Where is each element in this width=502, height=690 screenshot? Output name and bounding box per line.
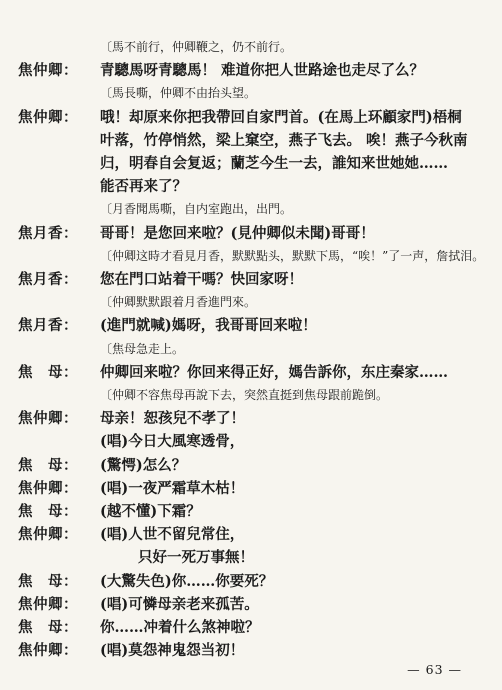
dialogue-line xyxy=(18,593,490,614)
dialogue-line: 焦 母： (越不懂)下霜？ xyxy=(18,500,490,521)
dialogue-text: 你……冲着什么煞神啦？ xyxy=(100,619,260,636)
page-number: — 63 — xyxy=(407,662,462,677)
dialogue-line: 焦仲卿： 青驄馬呀青驄馬！ 难道你把人世路途也走尽了么？ xyxy=(18,59,490,80)
dialogue-continuation: 叶落，竹停悄然，梁上窠空，燕子飞去。 唉！燕子今秋南 xyxy=(100,131,468,149)
speaker-name: 焦仲卿： xyxy=(18,642,78,660)
dialogue-line: 焦月香： (進門就喊)媽呀，我哥哥回来啦！ xyxy=(18,314,490,335)
dialogue-line: 焦 母： 仲卿回来啦？你回来得正好，媽告訴你，东庄秦家…… xyxy=(18,361,490,382)
speaker-name: 焦仲卿： xyxy=(18,108,78,126)
dialogue-line: 焦月香： 您在門口站着干嗎？快回家呀！ xyxy=(18,268,490,289)
dialogue-continuation: (唱)今日大風寒透骨， xyxy=(100,433,245,451)
dialogue-continuation: 能否再来了？ xyxy=(100,178,187,196)
speaker-name: 焦仲卿： xyxy=(18,62,78,80)
dialogue-continuation: 归，明春自会复返；蘭芝今生一去，誰知来世她她…… xyxy=(100,155,448,172)
stage-direction: 〔仲卿不容焦母再說下去，突然直挺到焦母跟前跪倒。 xyxy=(100,388,389,402)
speaker-name: 焦仲卿： xyxy=(18,410,78,428)
speaker-name: 焦月香： xyxy=(18,317,78,335)
speaker-name: 焦 母： xyxy=(18,572,78,590)
stage-direction: 〔仲卿这時才看見月香，默默點头，默默下馬，“唉！”了一声，詹拭泪。 xyxy=(100,248,485,263)
speaker-name: 焦月香： xyxy=(18,224,78,242)
stage-direction: 〔焦母急走上。 xyxy=(100,341,185,356)
dialogue-line: 焦月香： 哥哥！是您回来啦？(見仲卿似未聞)哥哥！ xyxy=(18,222,490,243)
dialogue-line: 焦 母： (驚愕)怎么？ xyxy=(18,454,490,475)
speaker-name: 焦 母： xyxy=(18,619,78,636)
dialogue-text: (唱)莫怨神鬼怨当初！ xyxy=(100,642,245,660)
speaker-name: 焦仲卿： xyxy=(18,595,78,613)
speaker-name: 焦仲卿： xyxy=(18,526,78,544)
dialogue-line: 焦仲卿： (唱)一夜严霜草木枯！ xyxy=(18,477,490,498)
stage-direction: 〔月香聞馬嘶，自内室跑出，出門。 xyxy=(100,202,293,217)
stage-direction: 〔仲卿默默跟着月香進門來。 xyxy=(100,295,257,310)
dialogue-line: 焦仲卿： 母亲！恕孩兒不孝了！ xyxy=(18,407,490,428)
stage-direction: 〔馬長嘶，仲卿不由抬头望。 xyxy=(100,86,257,101)
dialogue-line: 焦仲卿： 哦！却原来你把我帶回自家門首。(在馬上环顧家門)梧桐 xyxy=(18,106,490,127)
stage-direction: 〔馬不前行，仲卿鞭之，仍不前行。 xyxy=(100,40,293,54)
dialogue-line: 焦 母： (大驚失色)你……你要死？ xyxy=(18,570,490,591)
dialogue-line xyxy=(18,616,490,637)
speaker-name: 焦月香： xyxy=(18,271,78,288)
speaker-name: 焦 母： xyxy=(18,503,78,520)
dialogue-line xyxy=(18,639,490,660)
speaker-name: 焦 母： xyxy=(18,363,78,381)
speaker-name: 焦 母： xyxy=(18,456,78,474)
dialogue-line: 焦仲卿： (唱)人世不留兒常住， xyxy=(18,523,490,544)
dialogue-text: (唱)可憐母亲老来孤苦。 xyxy=(100,595,259,613)
speaker-name: 焦仲卿： xyxy=(18,479,78,497)
dialogue-continuation: 只好一死万事無！ xyxy=(138,549,254,567)
